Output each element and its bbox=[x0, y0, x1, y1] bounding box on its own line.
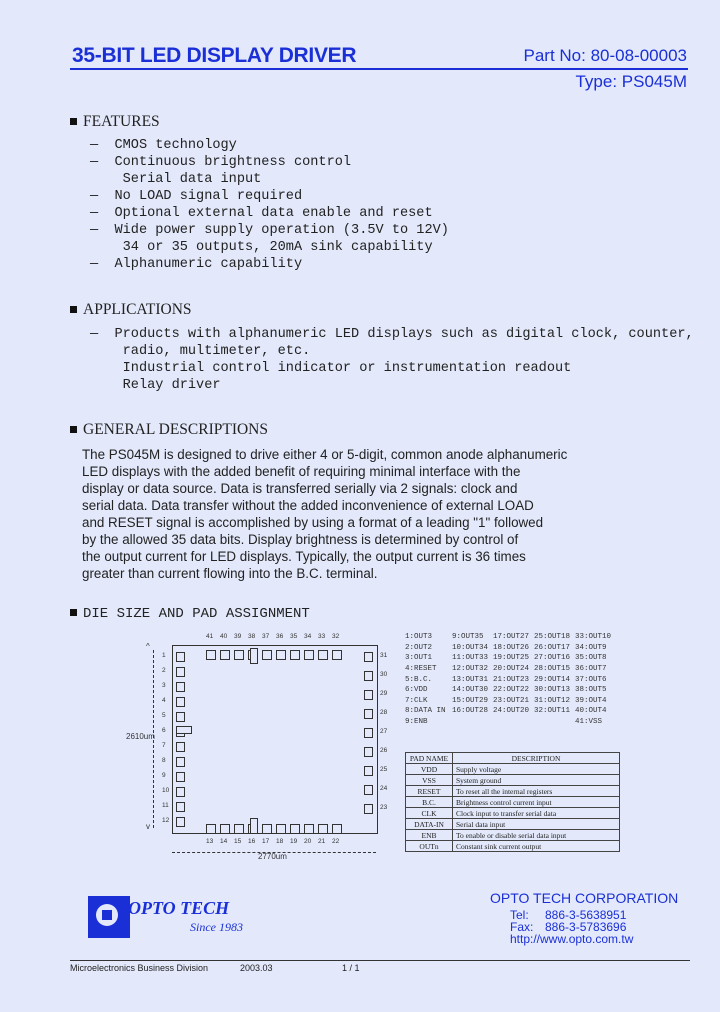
pad-cell: 38:OUT5 bbox=[575, 686, 607, 695]
pad-cell: 28:OUT15 bbox=[534, 665, 571, 674]
description-cell: Supply voltage bbox=[453, 764, 620, 775]
pad-cell: 41:VSS bbox=[575, 718, 603, 727]
die-pad-top bbox=[262, 650, 272, 660]
pad-cell: 9:OUT35 bbox=[452, 633, 484, 642]
footer-division: Microelectronics Business Division bbox=[70, 963, 209, 973]
description-cell: Serial data input bbox=[453, 819, 620, 830]
pad-name-cell: B.C. bbox=[406, 797, 453, 808]
tel-label: Tel: bbox=[510, 908, 529, 922]
feature-item: — Alphanumeric capability bbox=[90, 257, 303, 272]
pad-cell: 30:OUT13 bbox=[534, 686, 571, 695]
die-outline bbox=[172, 645, 378, 834]
pad-number-right: 24 bbox=[380, 785, 388, 792]
pad-number-left: 4 bbox=[162, 697, 166, 704]
tel-number: 886-3-5638951 bbox=[545, 908, 627, 922]
die-pad-top bbox=[304, 650, 314, 660]
die-pad-left bbox=[176, 667, 185, 677]
arrow-down-icon: v bbox=[146, 822, 150, 831]
die-pad-bottom bbox=[220, 824, 230, 834]
corporation-name: OPTO TECH CORPORATION bbox=[490, 890, 679, 906]
pad-number-top: 35 bbox=[290, 633, 298, 640]
table-row bbox=[405, 696, 616, 707]
width-label: 2770um bbox=[258, 852, 287, 861]
table-row bbox=[405, 653, 616, 664]
pad-description-table bbox=[405, 752, 620, 852]
pad-number-left: 1 bbox=[162, 652, 166, 659]
pad-cell: 29:OUT14 bbox=[534, 675, 571, 684]
pad-number-bottom: 14 bbox=[220, 838, 228, 845]
description-line: and RESET signal is accomplished by using a format of a leading "1" followed bbox=[82, 515, 544, 530]
feature-item: — No LOAD signal required bbox=[90, 189, 303, 204]
pad-cell: 34:OUT9 bbox=[575, 643, 607, 652]
die-pad-left bbox=[176, 817, 185, 827]
pad-name-cell: RESET bbox=[406, 786, 453, 797]
feature-item: 34 or 35 outputs, 20mA sink capability bbox=[90, 240, 433, 255]
header-cell: DESCRIPTION bbox=[453, 753, 620, 764]
die-pad-top bbox=[332, 650, 342, 660]
pad-number-right: 26 bbox=[380, 747, 388, 754]
description-cell: Brightness control current input bbox=[453, 797, 620, 808]
application-item: — Products with alphanumeric LED displays such as digital clock, counter, bbox=[90, 327, 694, 342]
pad-number-top: 39 bbox=[234, 633, 242, 640]
pad-number-left: 9 bbox=[162, 772, 166, 779]
die-heading: DIE SIZE AND PAD ASSIGNMENT bbox=[70, 606, 310, 622]
pad-name-cell: ENB bbox=[406, 830, 453, 841]
table-row bbox=[406, 808, 620, 819]
die-pad-top-tall bbox=[250, 648, 258, 664]
pad-number-right: 27 bbox=[380, 728, 388, 735]
die-pad-left bbox=[176, 742, 185, 752]
die-pad-bottom bbox=[318, 824, 328, 834]
height-label: 2610um bbox=[126, 732, 155, 741]
die-pad-right bbox=[364, 728, 373, 738]
feature-item: — Continuous brightness control bbox=[90, 155, 352, 170]
pad-cell bbox=[452, 717, 493, 728]
table-row bbox=[405, 717, 616, 728]
die-pad-bottom bbox=[234, 824, 244, 834]
applications-list bbox=[90, 326, 694, 394]
die-pad-left bbox=[176, 772, 185, 782]
pad-number-right: 28 bbox=[380, 709, 388, 716]
die-pad-right bbox=[364, 766, 373, 776]
feature-item: — CMOS technology bbox=[90, 138, 237, 153]
die-pad-top bbox=[290, 650, 300, 660]
pad-cell: 6:VDD bbox=[405, 686, 428, 695]
die-pad-top bbox=[206, 650, 216, 660]
pad-number-left: 2 bbox=[162, 667, 166, 674]
die-pad-top bbox=[234, 650, 244, 660]
pad-cell: 24:OUT20 bbox=[493, 707, 530, 716]
pad-cell: 9:ENB bbox=[405, 718, 428, 727]
features-list bbox=[90, 137, 449, 273]
die-pad-left bbox=[176, 787, 185, 797]
features-heading: FEATURES bbox=[70, 113, 160, 131]
die-pad-bottom bbox=[290, 824, 300, 834]
pad-number-bottom: 17 bbox=[262, 838, 270, 845]
pad-cell: 21:OUT23 bbox=[493, 675, 530, 684]
pad-number-right: 29 bbox=[380, 690, 388, 697]
die-pad-right bbox=[364, 652, 373, 662]
pad-cell: 35:OUT8 bbox=[575, 654, 607, 663]
pad-cell: 3:OUT1 bbox=[405, 654, 433, 663]
pad-name-cell: DATA-IN bbox=[406, 819, 453, 830]
part-number: Part No: 80-08-00003 bbox=[523, 46, 687, 65]
pad-cell: 25:OUT18 bbox=[534, 633, 571, 642]
application-item: Relay driver bbox=[90, 378, 221, 393]
pad-cell: 27:OUT16 bbox=[534, 654, 571, 663]
pad-number-left: 8 bbox=[162, 757, 166, 764]
die-pad-left bbox=[176, 802, 185, 812]
die-pad-top bbox=[276, 650, 286, 660]
pad-number-bottom: 13 bbox=[206, 838, 214, 845]
die-pad-bottom bbox=[206, 824, 216, 834]
pad-cell: 17:OUT27 bbox=[493, 633, 530, 642]
footer-date: 2003.03 bbox=[240, 963, 273, 973]
header-cell: PAD NAME bbox=[406, 753, 453, 764]
die-pad-right bbox=[364, 690, 373, 700]
feature-item: — Wide power supply operation (3.5V to 12V) bbox=[90, 223, 449, 238]
description-line: by the allowed 35 data bits. Display brightness is determined by control of bbox=[82, 532, 519, 547]
general-description bbox=[82, 446, 688, 582]
application-item: Industrial control indicator or instrumentation readout bbox=[90, 361, 572, 376]
die-pad-bottom bbox=[276, 824, 286, 834]
die-pad-top bbox=[220, 650, 230, 660]
website-link[interactable]: http://www.opto.com.tw bbox=[510, 932, 634, 946]
pad-cell: 32:OUT11 bbox=[534, 707, 571, 716]
pad-number-left: 6 bbox=[162, 727, 166, 734]
pad-cell bbox=[493, 717, 534, 728]
die-pad-right bbox=[364, 747, 373, 757]
pad-cell: 8:DATA IN bbox=[405, 707, 446, 716]
logo-name: OPTO TECH bbox=[128, 898, 230, 918]
pad-name-cell: CLK bbox=[406, 808, 453, 819]
logo-since: Since 1983 bbox=[190, 920, 243, 934]
pad-name-cell: VSS bbox=[406, 775, 453, 786]
bullet-square-icon bbox=[70, 118, 77, 125]
pad-number-left: 12 bbox=[162, 817, 170, 824]
description-cell: Constant sink current output bbox=[453, 841, 620, 852]
description-cell: System ground bbox=[453, 775, 620, 786]
pad-number-left: 11 bbox=[162, 802, 169, 809]
description-cell: Clock input to transfer serial data bbox=[453, 808, 620, 819]
table-row bbox=[405, 674, 616, 685]
description-line: serial data. Data transfer without the added inconvenience of external LOAD bbox=[82, 498, 534, 513]
table-row bbox=[406, 786, 620, 797]
table-row bbox=[405, 685, 616, 696]
pad-cell: 16:OUT28 bbox=[452, 707, 489, 716]
die-diagram bbox=[126, 630, 400, 870]
die-pad-top bbox=[318, 650, 328, 660]
feature-item: — Optional external data enable and reset bbox=[90, 206, 433, 221]
pad-cell: 4:RESET bbox=[405, 665, 437, 674]
table-row bbox=[406, 819, 620, 830]
bullet-square-icon bbox=[70, 609, 77, 616]
pad-number-right: 25 bbox=[380, 766, 388, 773]
pad-name-cell: OUTn bbox=[406, 841, 453, 852]
die-pad-right bbox=[364, 709, 373, 719]
pad-number-top: 41 bbox=[206, 633, 214, 640]
pad-number-top: 34 bbox=[304, 633, 312, 640]
die-pad-right bbox=[364, 785, 373, 795]
pad-cell: 22:OUT22 bbox=[493, 686, 530, 695]
pad-cell: 37:OUT6 bbox=[575, 675, 607, 684]
bullet-square-icon bbox=[70, 426, 77, 433]
pad-cell: 15:OUT29 bbox=[452, 696, 489, 705]
pad-cell: 5:B.C. bbox=[405, 675, 433, 684]
die-pad-right bbox=[364, 804, 373, 814]
pad-cell: 14:OUT30 bbox=[452, 686, 489, 695]
die-pad-bottom bbox=[304, 824, 314, 834]
die-pad-bottom bbox=[262, 824, 272, 834]
pad-number-right: 23 bbox=[380, 804, 388, 811]
table-row bbox=[406, 797, 620, 808]
description-line: display or data source. Data is transferred serially via 2 signals: clock and bbox=[82, 481, 518, 496]
bullet-square-icon bbox=[70, 306, 77, 313]
die-pad-left bbox=[176, 757, 185, 767]
pad-cell: 12:OUT32 bbox=[452, 665, 489, 674]
die-pad-left bbox=[176, 682, 185, 692]
pad-number-bottom: 16 bbox=[248, 838, 256, 845]
pad-number-left: 10 bbox=[162, 787, 170, 794]
die-pad-left-wide bbox=[176, 726, 192, 734]
pad-cell: 20:OUT24 bbox=[493, 665, 530, 674]
pad-cell: 23:OUT21 bbox=[493, 696, 530, 705]
die-pad-left bbox=[176, 712, 185, 722]
pad-number-top: 36 bbox=[276, 633, 284, 640]
pad-cell: 19:OUT25 bbox=[493, 654, 530, 663]
pad-cell: 11:OUT33 bbox=[452, 654, 489, 663]
description-line: the output current for LED displays. Typically, the output current is 36 times bbox=[82, 549, 526, 564]
pad-cell: 40:OUT4 bbox=[575, 707, 607, 716]
pad-number-top: 33 bbox=[318, 633, 326, 640]
die-pad-left bbox=[176, 697, 185, 707]
pad-cell: 36:OUT7 bbox=[575, 665, 607, 674]
pad-assignment-table bbox=[405, 632, 616, 727]
pad-number-right: 30 bbox=[380, 671, 388, 678]
pad-number-bottom: 21 bbox=[318, 838, 326, 845]
die-pad-left bbox=[176, 652, 185, 662]
table-row bbox=[405, 632, 616, 643]
title-rule bbox=[70, 68, 688, 70]
document-title: 35-BIT LED DISPLAY DRIVER bbox=[72, 44, 357, 67]
pad-cell: 18:OUT26 bbox=[493, 643, 530, 652]
pad-cell: 31:OUT12 bbox=[534, 696, 571, 705]
description-line: greater than current flowing into the B.C. terminal. bbox=[82, 566, 378, 581]
feature-item: Serial data input bbox=[90, 172, 262, 187]
opto-tech-logo-mark bbox=[88, 896, 130, 938]
pad-number-top: 32 bbox=[332, 633, 340, 640]
description-line: LED displays with the added benefit of requiring minimal interface with the bbox=[82, 464, 521, 479]
pad-number-top: 40 bbox=[220, 633, 228, 640]
pad-number-top: 37 bbox=[262, 633, 270, 640]
table-row bbox=[405, 664, 616, 675]
pad-cell bbox=[534, 717, 575, 728]
table-header-row bbox=[406, 753, 620, 764]
pad-cell: 33:OUT10 bbox=[575, 633, 612, 642]
pad-number-bottom: 22 bbox=[332, 838, 340, 845]
pad-cell: 1:OUT3 bbox=[405, 633, 433, 642]
pad-cell: 13:OUT31 bbox=[452, 675, 489, 684]
pad-cell: 2:OUT2 bbox=[405, 643, 433, 652]
pad-number-left: 7 bbox=[162, 742, 166, 749]
die-pad-right bbox=[364, 671, 373, 681]
pad-cell: 10:OUT34 bbox=[452, 643, 489, 652]
arrow-up-icon: ^ bbox=[146, 642, 150, 651]
description-cell: To enable or disable serial data input bbox=[453, 830, 620, 841]
pad-number-left: 5 bbox=[162, 712, 166, 719]
applications-heading: APPLICATIONS bbox=[70, 301, 192, 319]
table-row bbox=[406, 764, 620, 775]
table-row bbox=[405, 643, 616, 654]
footer-rule bbox=[70, 960, 690, 961]
pad-number-top: 38 bbox=[248, 633, 256, 640]
pad-number-bottom: 20 bbox=[304, 838, 312, 845]
device-type: Type: PS045M bbox=[575, 72, 687, 91]
pad-cell: 26:OUT17 bbox=[534, 643, 571, 652]
fax-label: Fax: bbox=[510, 920, 534, 934]
pad-number-left: 3 bbox=[162, 682, 166, 689]
pad-cell: 7:CLK bbox=[405, 696, 428, 705]
pad-number-bottom: 18 bbox=[276, 838, 284, 845]
fax-number: 886-3-5783696 bbox=[545, 920, 627, 934]
description-cell: To reset all the internal registers bbox=[453, 786, 620, 797]
table-row bbox=[406, 841, 620, 852]
die-pad-bottom-tall bbox=[250, 818, 258, 834]
pad-number-bottom: 19 bbox=[290, 838, 298, 845]
general-heading: GENERAL DESCRIPTIONS bbox=[70, 421, 268, 439]
description-line: The PS045M is designed to drive either 4 or 5-digit, common anode alphanumeric bbox=[82, 447, 568, 462]
pad-number-bottom: 15 bbox=[234, 838, 242, 845]
pad-name-cell: VDD bbox=[406, 764, 453, 775]
footer-page: 1 / 1 bbox=[342, 963, 360, 973]
table-row bbox=[406, 775, 620, 786]
die-pad-bottom bbox=[332, 824, 342, 834]
table-row bbox=[405, 706, 616, 717]
table-row bbox=[406, 830, 620, 841]
application-item: radio, multimeter, etc. bbox=[90, 344, 311, 359]
pad-number-right: 31 bbox=[380, 652, 388, 659]
pad-cell: 39:OUT4 bbox=[575, 696, 607, 705]
